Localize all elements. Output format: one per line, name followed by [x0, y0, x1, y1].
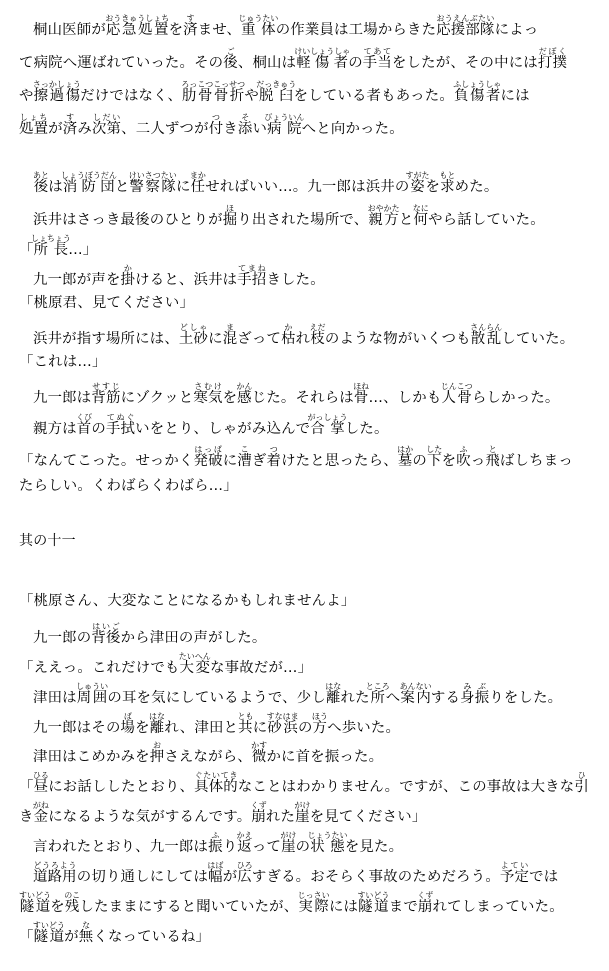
text-line: 九一郎の背後はいごから津田の声がした。: [33, 622, 267, 646]
text-line: 「これは…」: [19, 354, 107, 370]
text-line: 親方は首くびの手拭てぬぐいをとり、しゃがみ込んで合掌がっしょうした。: [33, 413, 389, 437]
text-line: て病院へ運ばれていった。その後ご、桐山は軽傷者けいしょうしゃの手当てあてをしたが、その中には打撲だぼく: [19, 47, 568, 71]
text-line: 津田はこめかみを押おさえながら、微かすかに首を振った。: [33, 741, 384, 765]
text-line: 「なんてこった。せっかく発破はっぱに漕こぎ着つけたと思ったら、墓はかの下したを吹ふっ飛とばしちまっ: [19, 445, 573, 469]
text-line: 「昼ひるにお話ししたとおり、具体的ぐたいてきなことはわかりません。ですが、この事故は大きな引ひ: [19, 771, 589, 795]
text-line: 浜井が指す場所には、土砂どしゃに混まざって枯かれ枝えだのような物がいくつも散乱さんらんしていた。: [33, 323, 575, 347]
text-line: 「桃原さん、大変なことになるかもしれませんよ」: [19, 593, 356, 609]
section-heading: 其の十一: [19, 533, 76, 549]
text-line: たらしい。くわばらくわばら…」: [19, 478, 238, 494]
text-line: 「所長しょちょう…」: [19, 234, 98, 258]
text-line: 「ええっ。これだけでも大変たいへんな事故だが…」: [19, 652, 313, 676]
text-line: 後あとは消防団しょうぼうだんと警察隊けいさつたいに任まかせればいい…。九一郎は浜井の姿すがたを求もとめた。: [33, 171, 499, 195]
text-line: き金がねになるような気がするんです。崩くずれた崖がけを見てください」: [19, 801, 427, 825]
text-line: 九一郎は背筋せすじにゾクッと寒気さむけを感かんじた。それらは骨ほね…、しかも人骨じんこつらしかった。: [33, 382, 560, 406]
text-line: 九一郎はその場ばを離はなれ、津田と共ともに砂浜すなはまの方ほうへ歩いた。: [33, 712, 401, 736]
text-line: 「隧道すいどうが無なくなっているね」: [19, 921, 211, 945]
text-line: 「桃原君、見てください」: [19, 295, 195, 311]
text-line: 処置しょちが済すみ次第しだい、二人ずつが付つき添そい病院びょういんへと向かった。: [19, 113, 404, 137]
text-line: 言われたとおり、九一郎は振ふり返かえって崖がけの状態じょうたいを見た。: [33, 831, 404, 855]
text-line: 津田は周囲しゅういの耳を気にしているようで、少し離はなれた所ところへ案内あんないする身振みぶりをした。: [33, 682, 563, 706]
text-line: 九一郎が声を掛かけると、浜井は手招てまねきした。: [33, 264, 325, 288]
text-line: 浜井はさっき最後のひとりが掘ほり出された場所で、親方おやかたと何なにやら話していた。: [33, 204, 545, 228]
text-line: 桐山医師が応急処置おうきゅうしょちを済すませ、重体じゅうたいの作業員は工場からきた応援部隊おうえんぶたいによっ: [33, 14, 539, 38]
text-line: や擦過傷さっかしょうだけではなく、肋骨骨折ろっこつこっせつや脱臼だっきゅうをしている者もあった。負傷者ふしょうしゃには: [19, 80, 530, 104]
text-line: 道路用どうろようの切り通しにしては幅はばが広ひろすぎる。おそらく事故のためだろう。予定よていでは: [33, 861, 559, 885]
text-line: 隧道すいどうを残のこしたままにすると聞いていたが、実際じっさいには隧道すいどうまで崩くずれてしまっていた。: [19, 891, 564, 915]
